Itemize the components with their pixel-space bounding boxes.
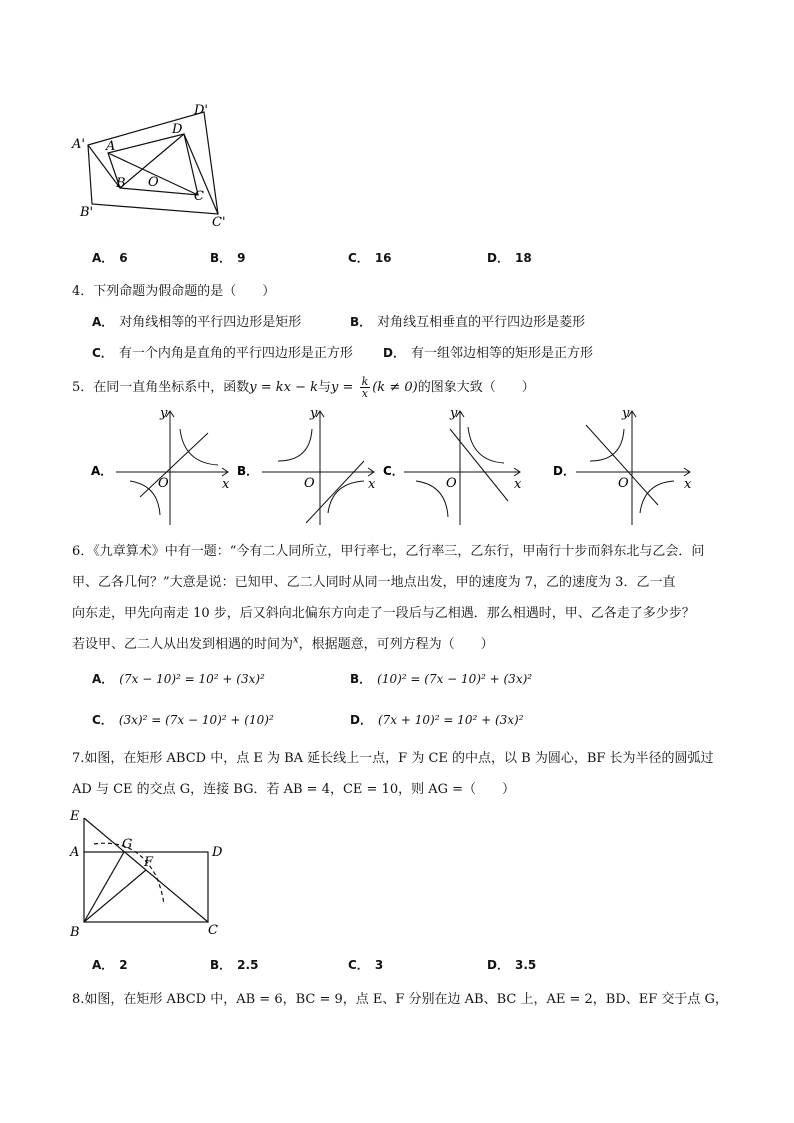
svg-text:E: E xyxy=(70,809,80,824)
svg-text:x: x xyxy=(514,477,522,492)
q3-label-b-prime: B' xyxy=(80,205,94,220)
q5c-option-label: C． xyxy=(383,464,404,478)
q5a-option-label: A． xyxy=(91,464,113,478)
q5a-line xyxy=(140,433,208,497)
svg-text:x: x xyxy=(684,477,692,492)
q4-stem: 4．下列命题为假命题的是（ ） xyxy=(72,284,276,299)
q7-line-1: 7.如图，在矩形 ABCD 中，点 E 为 BA 延长线上一点，F 为 CE 的中点，以 B 为圆心，BF 长为半径的圆弧过 xyxy=(72,751,714,766)
q5b-option-label: B． xyxy=(237,464,259,478)
q5-graph-a[interactable] xyxy=(88,405,238,530)
svg-text:y: y xyxy=(310,406,318,421)
q6-option-c[interactable]: C． (3x)² = (7x − 10)² + (10)² xyxy=(92,713,274,727)
q3-label-b: B xyxy=(116,176,126,191)
q5a-hyperbola-1 xyxy=(180,429,218,465)
q7-option-b[interactable]: B． 2.5 xyxy=(210,958,259,972)
q3-option-b[interactable]: B． 9 xyxy=(210,251,246,265)
q7-line-bf xyxy=(84,870,146,922)
q5b-hyperbola-2 xyxy=(328,481,364,513)
svg-text:y: y xyxy=(160,406,168,421)
q5-stem: 5．在同一直角坐标系中，函数y = kx − k与y = $\frac{k}{x}$ (k ≠ 0)的图象大致（ ） xyxy=(72,375,535,400)
q4-option-b[interactable]: B． 对角线互相垂直的平行四边形是菱形 xyxy=(350,315,586,330)
q3-label-d-prime: D' xyxy=(194,103,208,118)
q3-label-d: D xyxy=(172,122,183,137)
q4-option-a[interactable]: A． 对角线相等的平行四边形是矩形 xyxy=(92,315,302,330)
q6-option-b[interactable]: B． (10)² = (7x − 10)² + (3x)² xyxy=(350,672,533,686)
q5c-line xyxy=(450,429,508,501)
q7-option-a[interactable]: A． 2 xyxy=(92,958,128,972)
svg-text:O: O xyxy=(446,476,457,491)
svg-text:O: O xyxy=(158,476,169,491)
q3-label-c: C xyxy=(194,189,204,204)
q3-option-d[interactable]: D． 18 xyxy=(487,251,532,265)
q5-graph-c[interactable] xyxy=(380,405,530,530)
q5-func2-lhs: y = xyxy=(331,380,354,395)
svg-text:A: A xyxy=(70,845,80,860)
q3-option-c[interactable]: C． 16 xyxy=(348,251,392,265)
q5-graph-b[interactable] xyxy=(234,405,384,530)
svg-text:C: C xyxy=(208,923,218,938)
q3-option-a[interactable]: A． 6 xyxy=(92,251,128,265)
q4-option-d[interactable]: D． 有一组邻边相等的矩形是正方形 xyxy=(383,346,593,361)
q6-line-3: 向东走，甲先向南走 10 步，后又斜向北偏东方向走了一段后与乙相遇．那么相遇时，甲、乙各走了多少步？ xyxy=(72,606,695,621)
svg-text:x: x xyxy=(222,477,230,492)
q5b-hyperbola-1 xyxy=(278,429,312,461)
q3-label-c-prime: C' xyxy=(212,215,226,230)
q5d-hyperbola-1 xyxy=(590,429,624,461)
q7-figure xyxy=(66,806,236,946)
q5-graph-d[interactable] xyxy=(550,405,700,530)
svg-text:y: y xyxy=(622,406,630,421)
q7-option-c[interactable]: C． 3 xyxy=(348,958,384,972)
q7-line-bg xyxy=(84,852,124,922)
q6-option-a[interactable]: A． (7x − 10)² = 10² + (3x)² xyxy=(92,672,265,686)
q6-line-1: 6．《九章算术》中有一题：“今有二人同所立，甲行率七，乙行率三，乙东行，甲南行十步而斜东北与乙会．问 xyxy=(72,544,705,559)
q3-label-o: O xyxy=(148,175,159,190)
q3-figure xyxy=(68,100,238,230)
svg-text:y: y xyxy=(450,406,458,421)
q5-fraction: $\frac{k}{x}$ xyxy=(361,375,369,400)
q5c-hyperbola-2 xyxy=(416,481,448,517)
svg-text:F: F xyxy=(144,855,154,870)
q7-option-d[interactable]: D． 3.5 xyxy=(487,958,537,972)
q5b-line xyxy=(306,461,364,523)
q8-line-1: 8.如图，在矩形 ABCD 中，AB = 6，BC = 9，点 E、F 分别在边 AB、BC 上，AE = 2，BD、EF 交于点 G， xyxy=(72,992,728,1007)
svg-text:G: G xyxy=(122,837,133,852)
svg-text:x: x xyxy=(368,477,376,492)
q3-label-a: A xyxy=(106,139,116,154)
svg-text:B: B xyxy=(70,925,80,940)
q7-line-2: AD 与 CE 的交点 G，连接 BG．若 AB = 4，CE = 10，则 AG =（ ） xyxy=(72,782,516,797)
q5a-hyperbola-2 xyxy=(130,481,160,515)
svg-text:D: D xyxy=(212,845,223,860)
q4-option-c[interactable]: C． 有一个内角是直角的平行四边形是正方形 xyxy=(92,346,353,361)
q6-line-2: 甲、乙各几何？”大意是说：已知甲、乙二人同时从同一地点出发，甲的速度为 7，乙的速度为 3．乙一直 xyxy=(72,575,676,590)
q6-option-d[interactable]: D． (7x + 10)² = 10² + (3x)² xyxy=(350,713,524,727)
svg-text:O: O xyxy=(618,476,629,491)
q3-label-a-prime: A' xyxy=(72,137,85,152)
q5d-hyperbola-2 xyxy=(640,481,674,513)
q5-func1: y = kx − k xyxy=(249,380,319,395)
svg-text:O: O xyxy=(304,476,315,491)
q5d-option-label: D． xyxy=(553,464,575,478)
q6-line-4: 若设甲、乙二人从出发到相遇的时间为$^x$，根据题意，可列方程为（ ） xyxy=(72,634,494,652)
